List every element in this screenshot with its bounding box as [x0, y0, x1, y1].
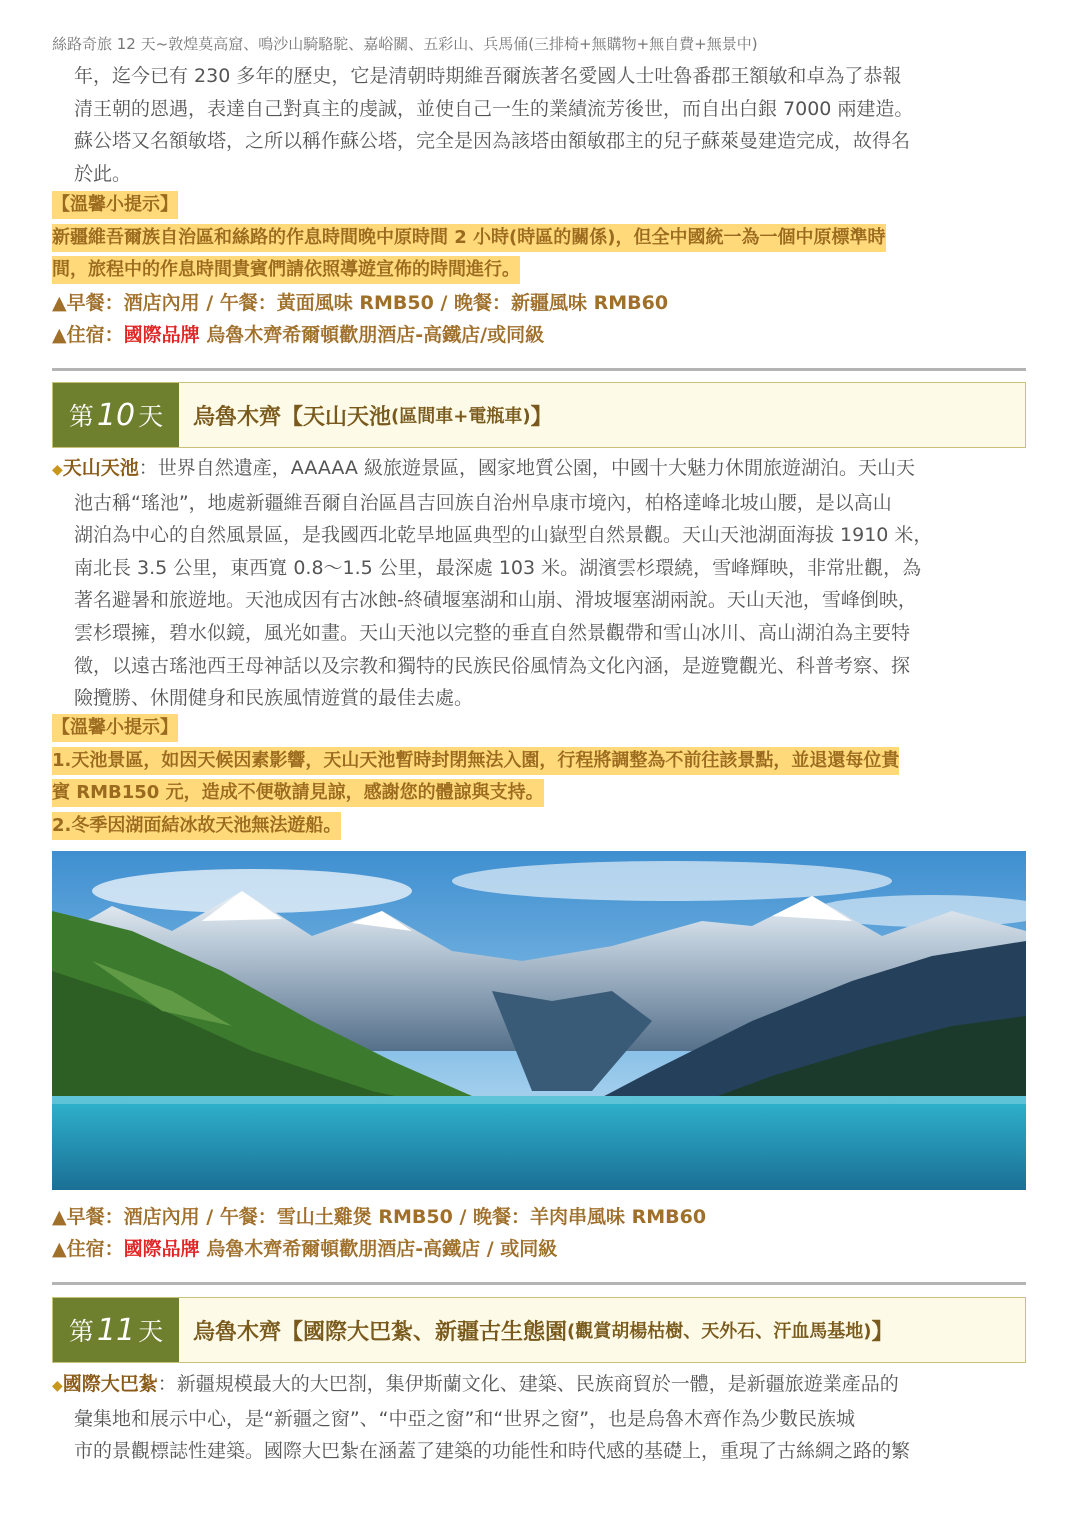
section-divider: [52, 368, 1026, 371]
day-number: 11: [96, 1312, 136, 1348]
tip-line: 間，旅程中的作息時間貴賓們請依照導遊宣佈的時間進行。: [52, 256, 520, 284]
day9-hotel: [52, 319, 544, 351]
day-11-header: [52, 1297, 1026, 1363]
desc-text: ：新疆規模最大的大巴剳，集伊斯蘭文化、建築、民族商貿於一體，是新疆旅遊業產品的: [157, 1373, 899, 1395]
hotel-prefix: ▲住宿：: [52, 324, 124, 346]
day-title-end: 】: [871, 1319, 894, 1345]
attraction-name: 國際大巴紮: [62, 1373, 158, 1395]
day-post: 天: [138, 1317, 164, 1346]
attraction-name: 天山天池: [62, 457, 139, 479]
tip-block-1: [52, 189, 886, 287]
hotel-prefix: ▲住宿：: [52, 1238, 124, 1260]
intro-paragraph: [52, 60, 1027, 190]
day-number-badge: [53, 383, 179, 447]
desc-line: [52, 1368, 1027, 1403]
desc-line: 池古稱“瑤池”，地處新疆維吾爾自治區昌吉回族自治州阜康市境內，柏格達峰北坡山腰，是以高山: [74, 491, 892, 514]
hotel-name: 烏魯木齊希爾頓歡朋酒店-高鐵店/或同級: [199, 324, 545, 346]
tip-line: 2.冬季因湖面結冰故天池無法遊船。: [52, 812, 341, 840]
day-title-end: 】: [530, 404, 553, 430]
day-10-header: [52, 382, 1026, 448]
desc-text: ：世界自然遺產，AAAAA 級旅遊景區，國家地質公園，中國十大魅力休閒旅遊湖泊。天山天: [138, 457, 915, 479]
desc-line: 險攬勝、休閒健身和民族風情遊賞的最佳去處。: [74, 687, 474, 710]
day10-meals: ▲早餐：酒店內用 / 午餐：雪山土雞煲 RMB50 / 晚餐：羊肉串風味 RMB60: [52, 1206, 707, 1228]
hotel-brand: 國際品牌: [123, 1238, 200, 1260]
document-header: 絲路奇旅 12 天~敦煌莫高窟、鳴沙山騎駱駝、嘉峪關、五彩山、兵馬俑(三排椅+無購物+無自費+無景中): [52, 35, 758, 53]
day-post: 天: [138, 402, 164, 431]
desc-line: 南北長 3.5 公里，東西寬 0.8～1.5 公里，最深處 103 米。湖濱雲杉環繞，雪峰輝映，非常壯觀，為: [74, 556, 922, 579]
day-number-badge: [53, 1298, 179, 1362]
day-title-main: 烏魯木齊【國際大巴紮、新疆古生態園: [193, 1319, 568, 1345]
desc-line: 湖泊為中心的自然風景區，是我國西北乾旱地區典型的山嶽型自然景觀。天山天池湖面海拔 1910 米，: [74, 524, 933, 547]
hotel-brand: 國際品牌: [123, 324, 200, 346]
tip-title: 【溫馨小提示】: [52, 191, 178, 219]
day10-description: [52, 452, 1027, 715]
tip-line: 新疆維吾爾族自治區和絲路的作息時間晚中原時間 2 小時(時區的關係)，但全中國統一為一個中原標準時: [52, 224, 886, 252]
day-title-main: 烏魯木齊【天山天池: [193, 404, 392, 430]
day-number: 10: [96, 397, 136, 433]
day-title-small: (觀賞胡楊枯樹、天外石、汗血馬基地): [567, 1321, 872, 1342]
tianchi-lake-photo: [52, 851, 1026, 1190]
day10-hotel: [52, 1233, 557, 1265]
intro-line: 於此。: [74, 162, 132, 185]
desc-line: 雲杉環擁，碧水似鏡，風光如畫。天山天池以完整的垂直自然景觀帶和雪山冰川、高山湖泊為主要特: [74, 621, 911, 644]
intro-line: 年，迄今已有 230 多年的歷史，它是清朝時期維吾爾族著名愛國人士吐魯番郡王額敏和卓為了恭報: [74, 65, 902, 87]
section-divider: [52, 1282, 1026, 1285]
day-pre: 第: [68, 402, 94, 431]
desc-line: 徵，以遠古瑤池西王母神話以及宗教和獨特的民族民俗風情為文化內涵，是遊覽觀光、科普考察、探: [74, 654, 911, 677]
diamond-bullet-icon: ◆: [52, 1378, 63, 1394]
tip-block-2: [52, 712, 899, 842]
hotel-name: 烏魯木齊希爾頓歡朋酒店-高鐵店 / 或同級: [199, 1238, 558, 1260]
intro-line: 蘇公塔又名額敏塔，之所以稱作蘇公塔，完全是因為該塔由額敏郡主的兒子蘇萊曼建造完成，故得名: [74, 130, 911, 153]
day-pre: 第: [68, 1317, 94, 1346]
tip-line: 賓 RMB150 元，造成不便敬請見諒，感謝您的體諒與支持。: [52, 779, 544, 807]
desc-line: 著名避暑和旅遊地。天池成因有古冰蝕-終磧堰塞湖和山崩、滑坡堰塞湖兩說。天山天池，雪峰倒映，: [74, 589, 917, 612]
day-title: [193, 383, 553, 447]
day11-description: [52, 1368, 1027, 1468]
intro-line: 清王朝的恩遇，表達自己對真主的虔誠，並使自己一生的業績流芳後世，而自出白銀 7000 兩建造。: [74, 97, 914, 120]
desc-line: [52, 452, 1027, 487]
tip-title: 【溫馨小提示】: [52, 714, 178, 742]
desc-line: 彙集地和展示中心，是“新疆之窗”、“中亞之窗”和“世界之窗”，也是烏魯木齊作為少數民族城: [74, 1407, 856, 1430]
diamond-bullet-icon: ◆: [52, 462, 63, 478]
day-title-small: (區間車+電瓶車): [391, 406, 531, 427]
tip-line: 1.天池景區，如因天候因素影響，天山天池暫時封閉無法入園，行程將調整為不前往該景點，並退還每位貴: [52, 747, 899, 775]
day9-meals: ▲早餐：酒店內用 / 午餐：黃面風味 RMB50 / 晚餐：新疆風味 RMB60: [52, 292, 669, 314]
desc-line: 市的景觀標誌性建築。國際大巴紮在涵蓋了建築的功能性和時代感的基礎上，重現了古絲綢之路的繁: [74, 1440, 911, 1463]
day-title: [193, 1298, 893, 1362]
